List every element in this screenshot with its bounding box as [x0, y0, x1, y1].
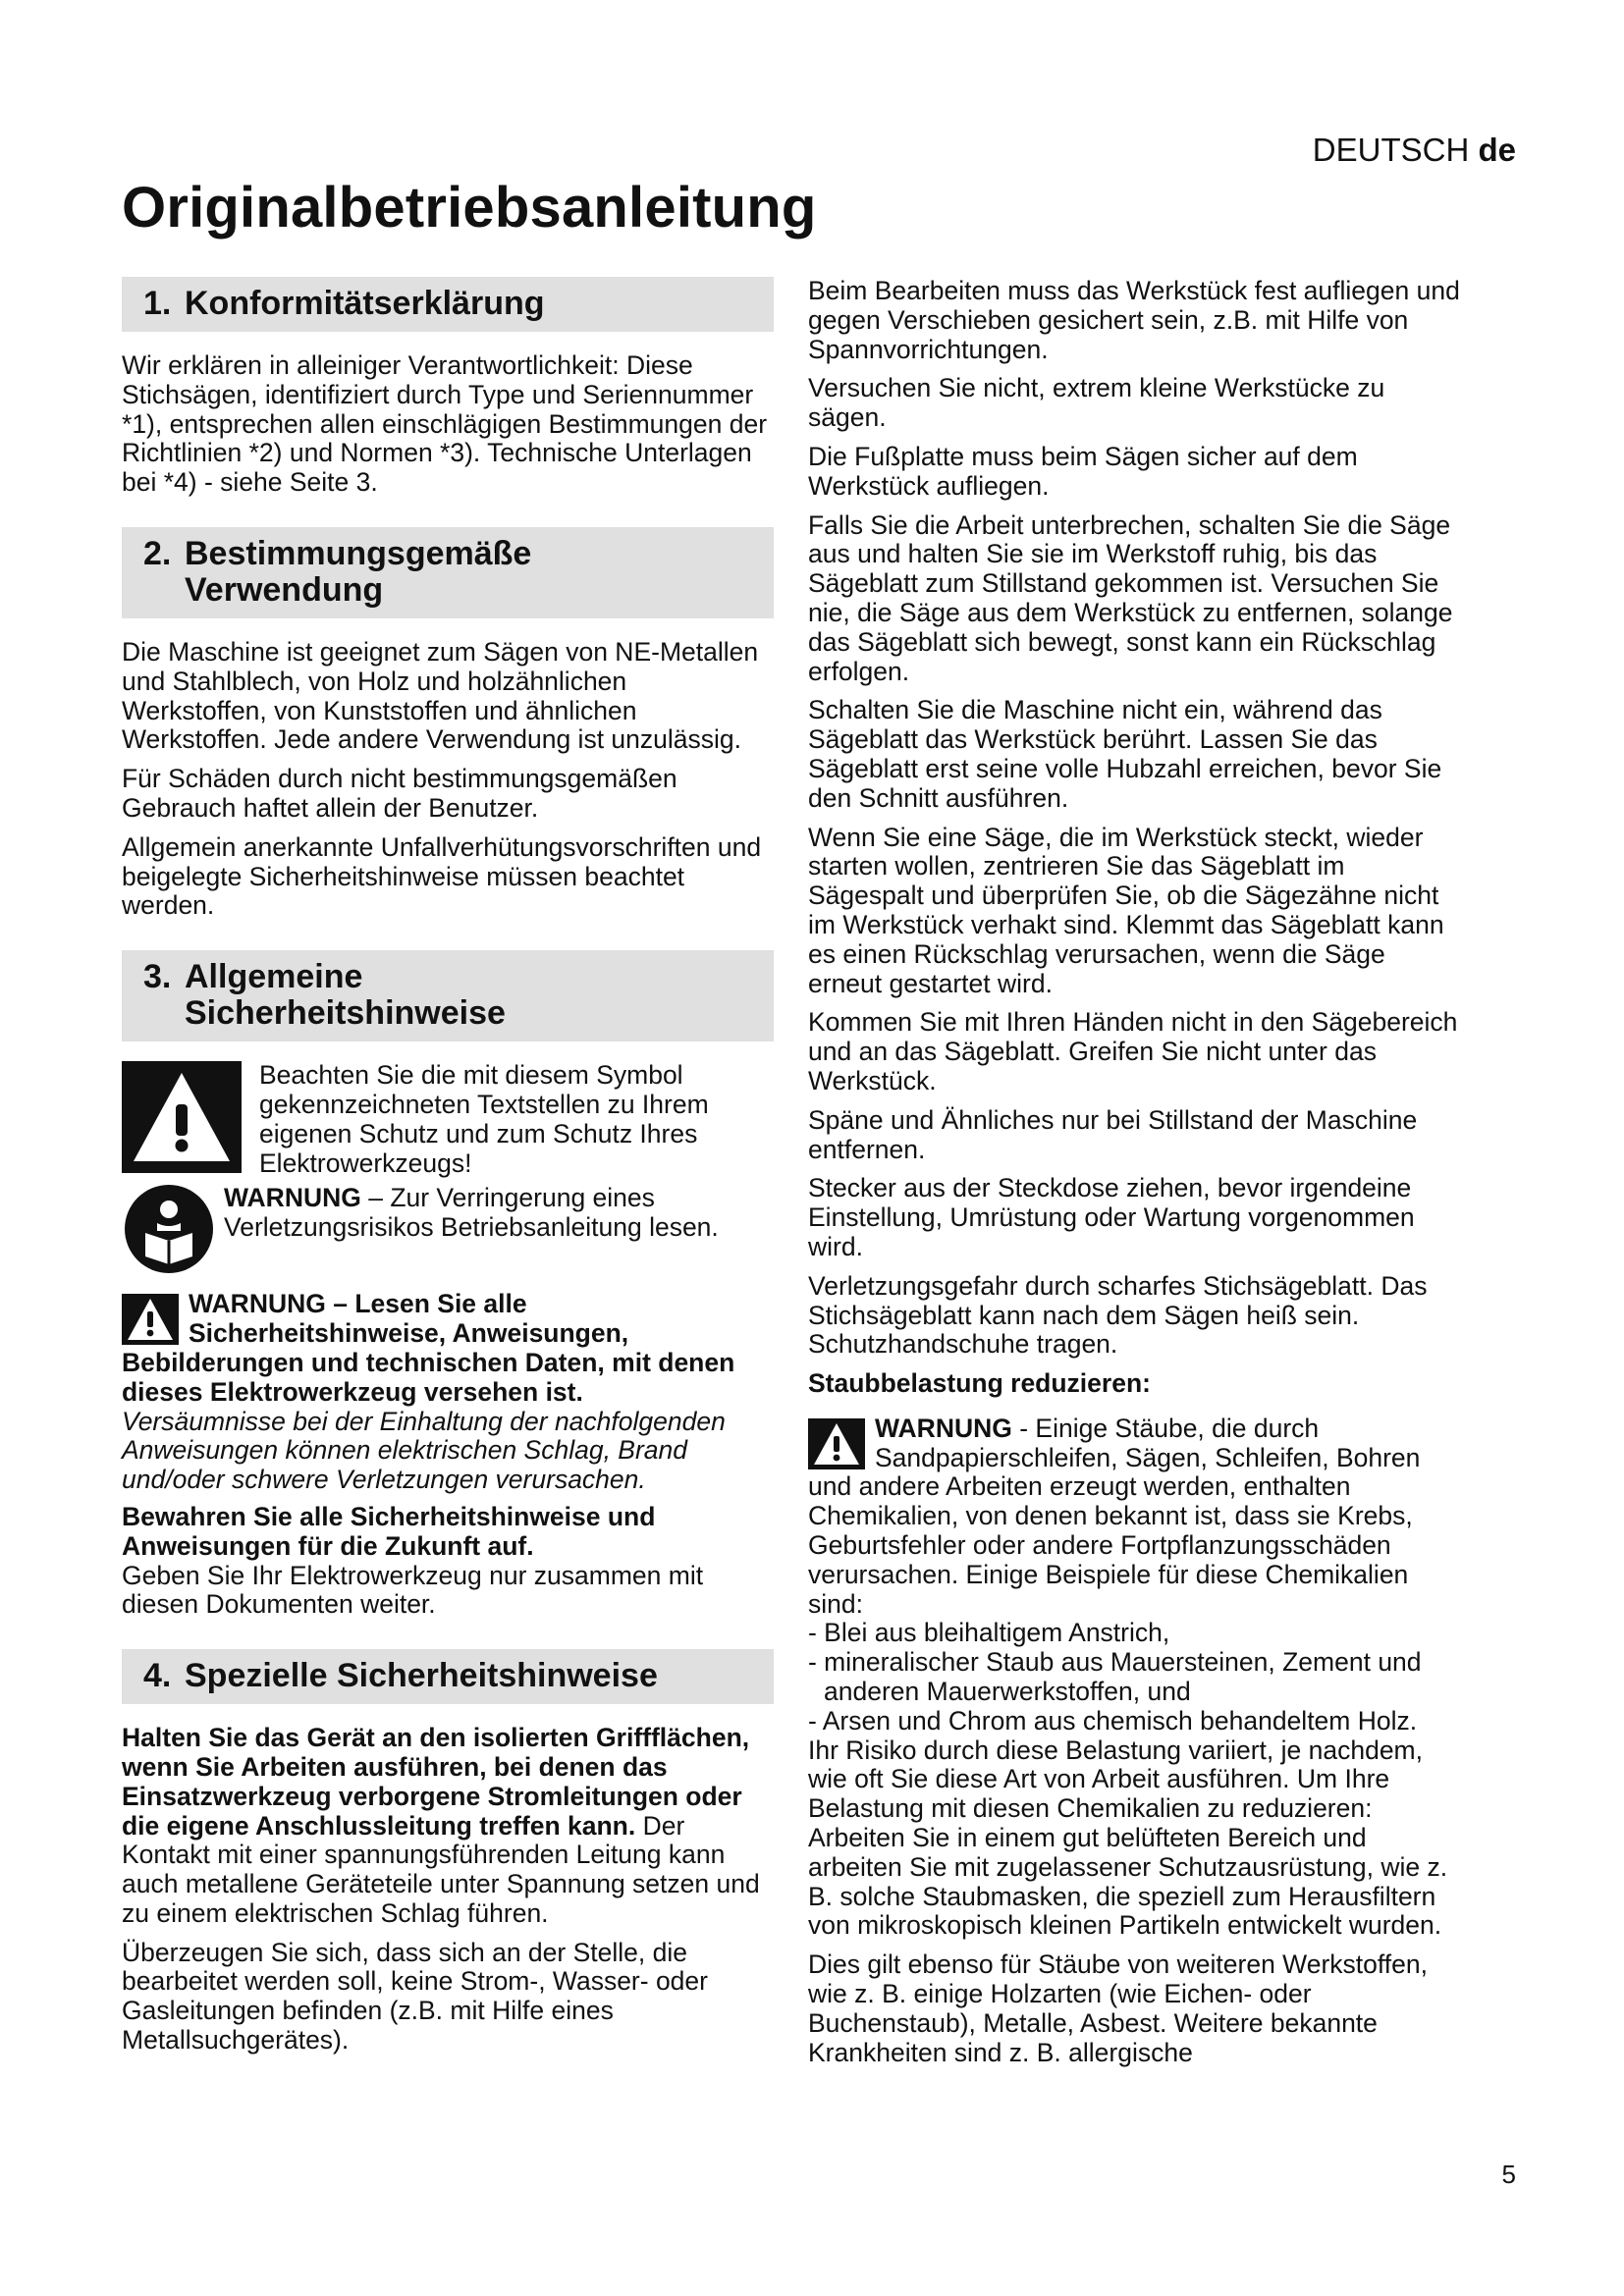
keep-instructions-text: Geben Sie Ihr Elektrowerkzeug nur zusammen mit diesen Dokumenten weiter.	[122, 1560, 704, 1620]
symbol-note	[122, 1061, 774, 1188]
section-heading-1: 1. Konformitätserklärung	[122, 277, 774, 332]
sharp-blade-text: Verletzungsgefahr durch scharfes Stichsägeblatt. Das Stichsägeblatt kann nach dem Sägen heiß sein. Schutzhandschuhe tragen.	[808, 1270, 1428, 1360]
risk-text: Ihr Risiko durch diese Belastung variiert, je nachdem, wie oft Sie diese Art von Arbeit ausführen. Um Ihre Belastung mit diesen Chemikalien zu reduzieren: Arbeiten Sie in einem gut belüfteten Bereich und arbeiten Sie mit zugelassener Schutzausrüstung, wie z. B. solche Staubmasken, die speziell zum Herausfiltern von mikroskopisch kleinen Partikeln entwickelt wurden.	[808, 1735, 1448, 1941]
other-dusts-text: Dies gilt ebenso für Stäube von weiteren Werkstoffen, wie z. B. einige Holzarten (wie Eichen- oder Buchenstaub), Metalle, Asbest. Weitere bekannte Krankheiten sind z. B. allergische	[808, 1949, 1428, 2067]
list-item: - Arsen und Chrom aus chemisch behandeltem Holz.	[808, 1705, 1418, 1735]
dust-heading: Staubbelastung reduzieren:	[808, 1368, 1151, 1399]
read-manual-warning: WARNUNG – Zur Verringerung eines Verletzungsrisikos Betriebsanleitung lesen.	[122, 1184, 774, 1278]
read-manual-icon	[124, 1184, 214, 1274]
dust-warning	[808, 1415, 1460, 1620]
language-label	[1313, 132, 1516, 169]
language-code: de	[1478, 132, 1516, 168]
list-item: - Blei aus bleihaltigem Anstrich,	[808, 1618, 1170, 1648]
page-title: Originalbetriebsanleitung	[122, 176, 817, 240]
section-heading-4: 4. Spezielle Sicherheitshinweise	[122, 1649, 774, 1704]
restart-text: Wenn Sie eine Säge, die im Werkstück steckt, wieder starten wollen, zentrieren Sie das Sägeblatt im Sägespalt und überprüfen Sie, ob die Sägezähne nicht im Werkstück verhakt sind. Klemmt das Sägeblatt kann es einen Rückschlag verursachen, wenn die Säge erneut gestartet wird.	[808, 822, 1444, 998]
symbol-note-text: Beachten Sie die mit diesem Symbol gekennzeichneten Textstellen zu Ihrem eigenen Schutz und zum Schutz Ihres Elektrowerkzeugs!	[259, 1060, 709, 1178]
left-column	[122, 277, 774, 2065]
right-column	[808, 277, 1460, 2077]
chips-text: Späne und Ähnliches nur bei Stillstand der Maschine entfernen.	[808, 1104, 1418, 1164]
general-warning	[122, 1290, 774, 1495]
keep-instructions-bold: Bewahren Sie alle Sicherheitshinweise und Anweisungen für die Zukunft auf.	[122, 1501, 656, 1561]
list-item: - mineralischer Staub aus Mauersteinen, Zement und anderen Mauerwerkstoffen, und	[808, 1647, 1422, 1707]
section-heading-3: 3. Allgemeine Sicherheitshinweise	[122, 950, 774, 1041]
warning-triangle-small-icon	[122, 1294, 179, 1345]
dust-warning-bold: WARNUNG	[875, 1413, 1012, 1443]
liability-text: Für Schäden durch nicht bestimmungsgemäßen Gebrauch haftet allein der Benutzer.	[122, 764, 677, 823]
hands-text: Kommen Sie mit Ihren Händen nicht in den Sägebereich und an das Sägeblatt. Greifen Sie nicht unter das Werkstück.	[808, 1007, 1458, 1095]
interrupt-work-text: Falls Sie die Arbeit unterbrechen, schalten Sie die Säge aus und halten Sie sie im Werkstoff ruhig, bis das Sägeblatt zum Stillstand gekommen ist. Versuchen Sie nie, die Säge aus dem Werkstück zu entfernen, solange das Sägeblatt sich bewegt, sonst kann ein Rückschlag erfolgen.	[808, 509, 1453, 686]
language-word: DEUTSCH	[1312, 132, 1470, 168]
accident-prevention-text: Allgemein anerkannte Unfallverhütungsvorschriften und beigelegte Sicherheitshinweise müssen beachtet werden.	[122, 831, 762, 921]
conformity-text: Wir erklären in alleiniger Verantwortlichkeit: Diese Stichsägen, identifiziert durch Type und Seriennummer *1), entsprechen allen einschlägigen Bestimmungen der Richtlinien *2) und Normen *3). Technische Unterlagen bei *4) - siehe Seite 3.	[122, 350, 768, 498]
general-warning-italic: Versäumnisse bei der Einhaltung der nachfolgenden Anweisungen können elektrischen Schlag, Brand und/oder schwere Verletzungen verursachen.	[122, 1406, 726, 1495]
warning-triangle-dust-icon	[808, 1418, 865, 1469]
small-workpieces-text: Versuchen Sie nicht, extrem kleine Werkstücke zu sägen.	[808, 373, 1385, 433]
warning-triangle-icon	[122, 1061, 242, 1173]
chemicals-list	[808, 1619, 1460, 1735]
insulated-grip-bold: Halten Sie das Gerät an den isolierten Griffflächen, wenn Sie Arbeiten ausführen, bei denen das Einsatzwerkzeug verborgene Stromleitungen oder die eigene Anschlussleitung treffen kann.	[122, 1723, 750, 1841]
workpiece-text: Beim Bearbeiten muss das Werkstück fest aufliegen und gegen Verschieben gesichert sein, z.B. mit Hilfe von Spannvorrichtungen.	[808, 276, 1460, 364]
unplug-text: Stecker aus der Steckdose ziehen, bevor irgendeine Einstellung, Umrüstung oder Wartung vorgenommen wird.	[808, 1173, 1415, 1261]
section-heading-2: 2. Bestimmungsgemäße Verwendung	[122, 527, 774, 618]
base-plate-text: Die Fußplatte muss beim Sägen sicher auf dem Werkstück aufliegen.	[808, 441, 1358, 501]
intended-use-text: Die Maschine ist geeignet zum Sägen von NE-Metallen und Stahlblech, von Holz und holzähnlichen Werkstoffen, von Kunststoffen und ähnlichen Werkstoffen. Jede andere Verwendung ist unzulässig.	[122, 636, 759, 755]
insulated-grip-text: Der Kontakt mit einer spannungsführenden Leitung kann auch metallene Geräteteile unter Spannung setzen und zu einem elektrischen Schlag führen.	[122, 1810, 760, 1928]
switch-on-text: Schalten Sie die Maschine nicht ein, während das Sägeblatt das Werkstück berührt. Lassen Sie das Sägeblatt erst seine volle Hubzahl erreichen, bevor Sie den Schnitt ausführen.	[808, 695, 1442, 813]
dust-warning-text: - Einige Stäube, die durch Sandpapierschleifen, Sägen, Schleifen, Bohren und andere Arbeiten erzeugt werden, enthalten Chemikalien, von denen bekannt ist, dass sie Krebs, Geburtsfehler oder andere Fortpflanzungsschäden verursachen. Einige Beispiele für diese Chemikalien sind:	[808, 1413, 1421, 1619]
hidden-lines-text: Überzeugen Sie sich, dass sich an der Stelle, die bearbeitet werden soll, keine Strom-, Wasser- oder Gasleitungen befinden (z.B. mit Hilfe eines Metallsuchgerätes).	[122, 1937, 708, 2056]
general-warning-bold: WARNUNG – Lesen Sie alle Sicherheitshinweise, Anweisungen, Bebilderungen und technischen Daten, mit denen dieses Elektrowerkzeug versehen ist.	[122, 1289, 735, 1407]
page-number: 5	[1501, 2160, 1516, 2189]
